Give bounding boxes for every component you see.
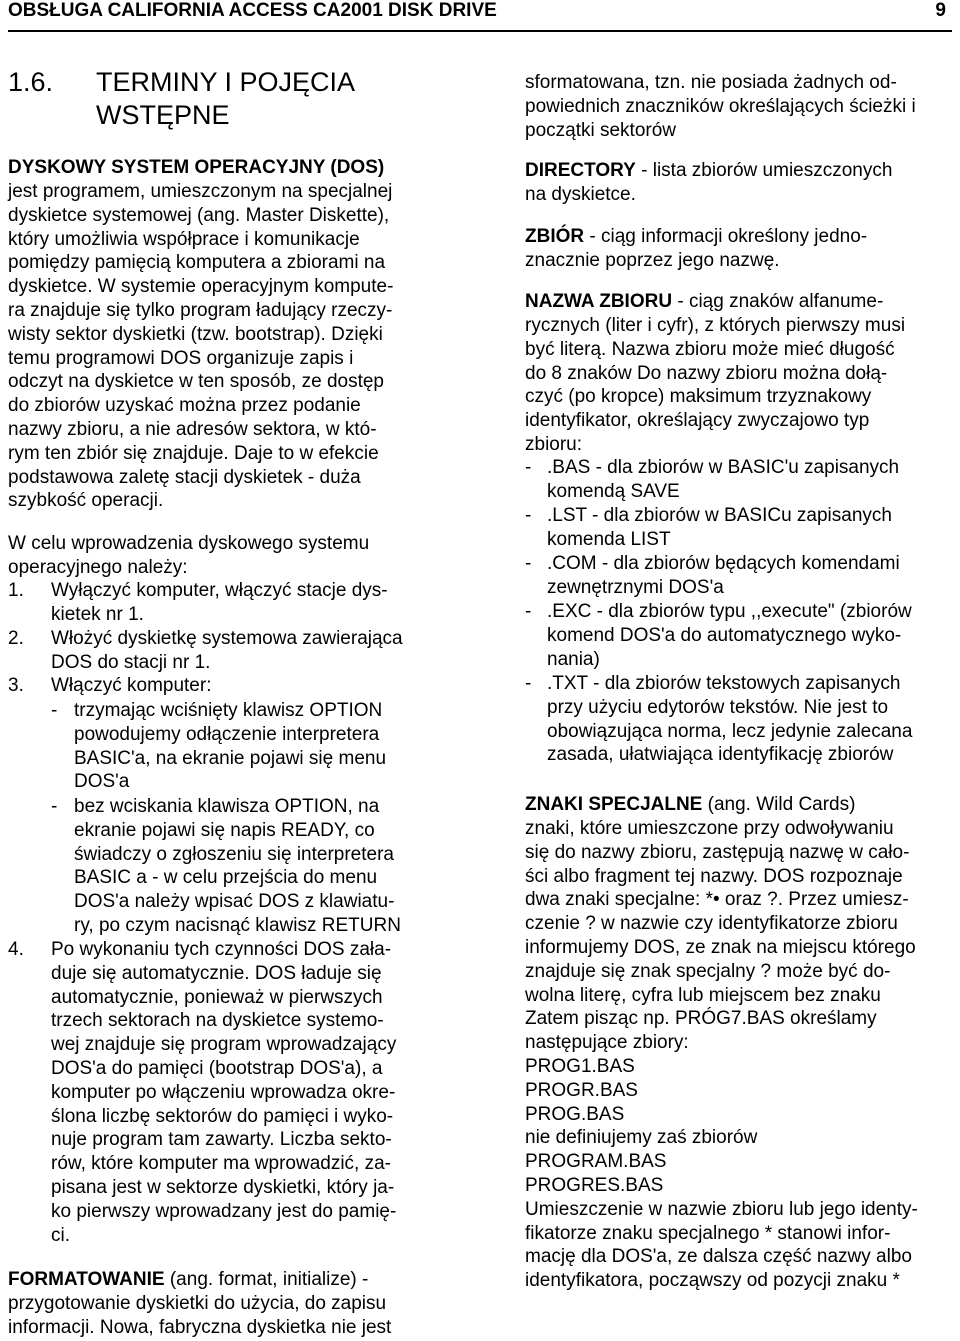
text-line: temu programowi DOS organizuje zapis i [8,347,354,369]
text-line: podstawowa zaletę stacji dyskietek - duża [8,466,361,488]
text-line: Zatem pisząc np. PRÓG7.BAS określamy [525,1008,877,1030]
text-line: identyfikator, określający zwyczajowo typ [525,410,870,432]
text-line: znajduje się znak specjalny ? może być do- [525,960,891,982]
sub-item-line: trzymając wciśnięty klawisz OPTION [74,700,383,721]
sub-item-line: BASIC a - w celu przejścia do menu [74,867,378,889]
format-first-line [8,1268,368,1292]
extension-line: zasada, ułatwiająca identyfikację zbiorów [547,744,894,766]
step-line: nuje program tam zawarty. Liczba sekto- [51,1129,392,1151]
text-line: na dyskietce. [525,184,636,205]
sub-item-line: bez wciskania klawisza OPTION, na [74,796,380,817]
dash-bullet: - [525,673,532,694]
text-line: odczyt na dyskietce w ten sposób, ze dostęp [8,371,384,393]
term-nazwa-zbioru: NAZWA ZBIORU [525,291,673,312]
step-line: ci. [51,1224,70,1246]
text-line: rycznych (liter i cyfr), z których pierwszy musi [525,315,906,336]
text-line: który umożliwia współprace i komunikacje [8,228,360,250]
step-line: wej znajduje się program wprowadzający [51,1034,397,1056]
step-line: Po wykonaniu tych czynności DOS zała- [51,939,392,960]
text-line: informacji. Nowa, fabryczna dyskietka nie jest [8,1316,392,1338]
text-line: wolna literę, cyfra lub miejscem bez znaku [525,984,881,1006]
step-number: 4. [8,939,24,960]
dash-bullet: - [51,700,58,721]
extension-line: .BAS - dla zbiorów w BASIC'u zapisanych [547,457,900,478]
text-line: jest programem, umieszczonym na specjalnej [8,181,393,202]
directory-first-line [525,159,892,183]
znaki-rest: (ang. Wild Cards) [702,794,856,815]
text-line: wisty sektor dyskietki (tzw. bootstrap). Dzięki [8,323,383,345]
dash-bullet: - [525,553,532,574]
text-line: dyskietce. W systemie operacyjnym kompute- [8,276,394,298]
step-line: komputer po włączeniu wprowadza okre- [51,1081,396,1103]
step-number: 2. [8,628,24,649]
text-line: nazwy zbioru, a nie adresów sektora, w któ- [8,419,377,440]
text-line: znacznie poprzez jego nazwę. [525,250,780,271]
text-line: znaki, które umieszczone przy odwoływaniu [525,818,894,839]
term-zbior: ZBIÓR [525,226,585,247]
text-line: sformatowana, tzn. nie posiada żadnych od- [525,72,897,93]
text-line: identyfikatora, począwszy od pozycji znaku * [525,1270,900,1292]
sub-item-line: DOS'a [74,771,130,793]
text-line: dyskietce systemowej (ang. Master Diskette), [8,204,390,226]
step-number: 3. [8,675,24,696]
sub-item-line: powodujemy odłączenie interpretera [74,723,380,745]
extension-line: przy użyciu edytorów tekstów. Nie jest to [547,696,889,718]
extension-line: zewnętrznymi DOS'a [547,576,724,598]
step-line: ko pierwszy wprowadzany jest do pamię- [51,1200,397,1222]
extension-line: obowiązująca norma, lecz jedynie zalecana [547,720,913,742]
step-line: automatycznie, ponieważ w pierwszych [51,986,383,1008]
text-line: przygotowanie dyskietki do użycia, do zapisu [8,1293,387,1314]
nazwa-rest: - ciąg znaków alfanume- [672,291,884,312]
page-number: 9 [935,0,946,21]
text-line: operacyjnego należy: [8,556,188,578]
text-line: PROG.BAS [525,1103,625,1125]
step-line: ślona liczbę sektorów do pamięci i wyko- [51,1105,394,1127]
step-line: Włożyć dyskietkę systemowa zawierająca [51,628,403,649]
sub-item-line: ry, po czym nacisnąć klawisz RETURN [74,915,401,936]
text-line: PROGRAM.BAS [525,1151,667,1173]
document-title: OBSŁUGA CALIFORNIA ACCESS CA2001 DISK DRIVE [8,0,497,21]
dash-bullet: - [51,796,58,817]
sub-item-line: BASIC'a, na ekranie pojawi się menu [74,747,387,769]
step-line: rów, które komputer ma wprowadzić, za- [51,1153,392,1175]
dash-bullet: - [525,457,532,478]
zbior-first-line [525,225,867,249]
dash-bullet: - [525,601,532,622]
extension-line: .EXC - dla zbiorów typu ,,execute" (zbiorów [547,601,912,622]
text-line: W celu wprowadzenia dyskowego systemu [8,533,370,554]
extension-line: komendą SAVE [547,480,680,502]
step-line: pisana jest w sektorze dyskietki, który ja- [51,1177,395,1198]
step-line: trzech sektorach na dyskietce systemo- [51,1010,384,1032]
section-title-line2: WSTĘPNE [96,100,230,130]
extension-line: .TXT - dla zbiorów tekstowych zapisanych [547,673,901,694]
term-znaki-specjalne: ZNAKI SPECJALNE [525,794,703,815]
extension-line: komenda LIST [547,528,671,550]
term-dos: DYSKOWY SYSTEM OPERACYJNY (DOS) [8,157,385,178]
text-line: fikatorze znaku specjalnego * stanowi infor- [525,1222,891,1244]
format-term-rest: (ang. format, initialize) - [164,1269,369,1290]
text-line: nie definiujemy zaś zbiorów [525,1127,758,1149]
extension-line: .COM - dla zbiorów będących komendami [547,553,900,574]
step-line: duje się automatycznie. DOS ładuje się [51,962,382,984]
section-title-line1: TERMINY I POJĘCIA [96,67,356,97]
step-number: 1. [8,580,24,601]
text-line: powiednich znaczników określających ścieżki i [525,95,916,117]
step-line: DOS'a do pamięci (bootstrap DOS'a), a [51,1058,383,1079]
text-line: dwa znaki specjalne: *• oraz ?. Przez umiesz- [525,889,909,911]
text-line: czenie ? w nazwie czy identyfikatorze zbioru [525,913,898,935]
dash-bullet: - [525,505,532,526]
text-line: do 8 znaków Do nazwy zbioru można dołą- [525,362,888,384]
text-line: PROGRES.BAS [525,1175,664,1196]
sub-item-line: świadczy o zgłoszeniu się interpretera [74,843,394,865]
text-line: Umieszczenie w nazwie zbioru lub jego identy- [525,1198,918,1220]
text-line: PROGR.BAS [525,1079,638,1101]
step-line: kietek nr 1. [51,603,144,625]
step-line: Włączyć komputer: [51,675,212,696]
sub-item-line: ekranie pojawi się napis READY, co [74,819,375,841]
text-line: zbioru: [525,434,583,455]
text-line: rym ten zbiór się znajduje. Daje to w efekcie [8,442,379,464]
text-line: informujemy DOS, ze znak na miejscu którego [525,937,916,958]
term-formatowanie: FORMATOWANIE [8,1269,165,1290]
text-line: mację dla DOS'a, ze dalsza część nazwy albo [525,1246,912,1268]
text-line: pomiędzy pamięcią komputera a zbiorami na [8,252,386,274]
text-line: szybkość operacji. [8,490,164,512]
extension-line: .LST - dla zbiorów w BASICu zapisanych [547,505,892,526]
page-header [8,0,952,32]
zbior-rest: - ciąg informacji określony jedno- [584,226,868,247]
section-number: 1.6. [8,67,54,97]
extension-line: nania) [547,648,600,670]
text-line: być literą. Nazwa zbioru może mieć długość [525,338,895,360]
term-directory: DIRECTORY [525,160,636,181]
text-line: się do nazwy zbioru, zastępują nazwę w cało- [525,841,910,863]
extension-line: komend DOS'a do automatycznego wyko- [547,624,902,646]
nazwa-first-line [525,290,883,314]
znaki-first-line [525,793,855,817]
text-line: czyć (po kropce) maksimum trzyznakowy [525,386,872,408]
text-line: ra znajduje się tylko program ładujący rzeczy- [8,300,393,321]
text-line: początki sektorów [525,119,677,141]
sub-item-line: DOS'a należy wpisać DOS z klawiatu- [74,891,395,913]
text-line: PROG1.BAS [525,1056,635,1077]
text-line: do zbiorów uzyskać można przez podanie [8,395,361,417]
step-line: DOS do stacji nr 1. [51,651,211,673]
step-line: Wyłączyć komputer, włączyć stacje dys- [51,580,388,601]
text-line: ści albo fragment tej nazwy. DOS rozpoznaje [525,865,903,887]
directory-rest: - lista zbiorów umieszczonych [635,160,893,181]
text-line: następujące zbiory: [525,1032,689,1054]
